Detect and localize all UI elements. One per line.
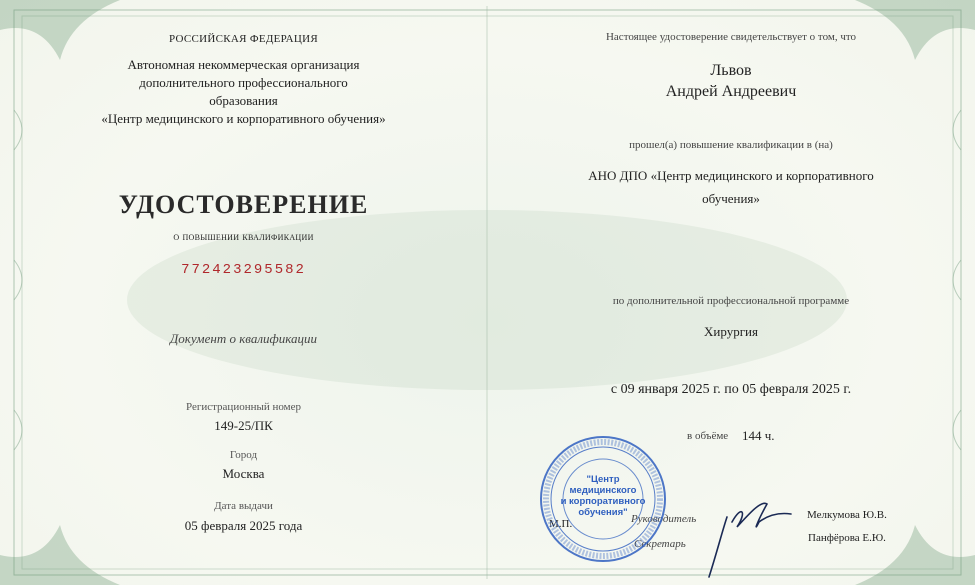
city-value: Москва [222,466,265,481]
secretary-name: Панфёрова Е.Ю. [808,532,886,544]
org-line: «Центр медицинского и корпоративного обучения» [101,111,386,126]
document-title: УДОСТОВЕРЕНИЕ [118,190,369,219]
stamp-line: обучения" [578,507,628,518]
issue-date: 05 февраля 2025 года [184,518,303,533]
volume-value: 144 ч. [742,428,775,443]
document-type: Документ о квалификации [170,331,317,346]
organization-stamp [538,434,668,564]
org-line: дополнительного профессионального [139,75,348,90]
org-line: образования [209,93,278,108]
secretary-label: Секретарь [634,538,686,550]
training-org-line: АНО ДПО «Центр медицинского и корпоративного [588,168,874,183]
registration-label: Регистрационный номер [185,401,302,413]
country-label: РОССИЙСКАЯ ФЕДЕРАЦИЯ [168,33,319,45]
head-name: Мелкумова Ю.В. [807,509,887,521]
registration-number: 149-25/ПК [214,418,273,433]
org-line: Автономная некоммерческая организация [127,57,360,72]
head-label: Руководитель [631,513,697,525]
training-org-line: обучения» [702,191,760,206]
training-period: с 09 января 2025 г. по 05 февраля 2025 г. [610,382,852,397]
issue-date-label: Дата выдачи [214,500,273,512]
stamp-line: и корпоративного [560,496,646,507]
stamp-line: "Центр [586,474,620,485]
holder-name: Андрей Андреевич [665,83,797,100]
stamp-center-text [538,474,668,518]
organization-name [0,56,487,128]
left-page [0,0,487,585]
volume-label: в объёме [687,430,729,442]
program-label: по дополнительной профессиональной программе [612,295,850,307]
intro-text: Настоящее удостоверение свидетельствует о том, что [605,31,857,43]
seal-place-label: М.П. [549,518,573,530]
city-label: Город [229,449,258,461]
document-subtitle: о повышении квалификации [173,231,314,243]
passed-text: прошел(а) повышение квалификации в (на) [629,139,833,151]
serial-number: 772423295582 [181,262,306,278]
stamp-line: медицинского [569,485,637,496]
program-name: Хирургия [704,324,758,339]
holder-surname: Львов [710,62,752,79]
signature [687,482,797,582]
